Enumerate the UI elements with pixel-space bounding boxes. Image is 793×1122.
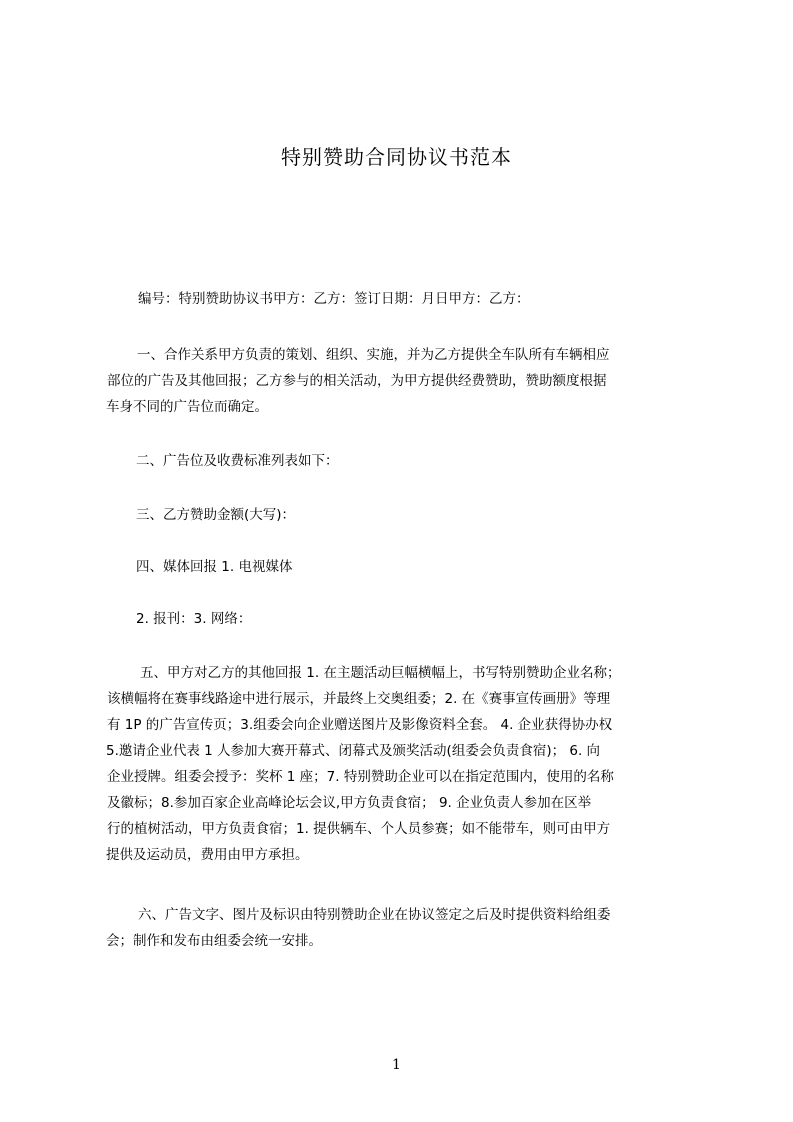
section-2-paragraph: [106, 448, 698, 474]
section-5-line-5: 企业授牌。组委会授予：奖杯 1 座；7. 特别赞助企业可以在指定范围内，使用的名称: [107, 769, 614, 785]
section-4-line: 四、媒体回报 1. 电视媒体: [136, 559, 293, 575]
section-5-line-7: 行的植树活动，甲方负责食宿；1. 提供辆车、个人员参赛；如不能带车，则可由甲方: [107, 821, 611, 837]
section-1-line-1: 一、合作关系甲方负责的策划、组织、实施，并为乙方提供全车队所有车辆相应: [137, 347, 610, 363]
section-6-line-2: 会；制作和发布由组委会统一安排。: [106, 933, 322, 949]
section-2-line: 二、广告位及收费标准列表如下：: [136, 453, 339, 469]
meta-paragraph: [106, 286, 698, 312]
section-5-paragraph: [106, 660, 698, 868]
section-6-line-1: 六、广告文字、图片及标识由特别赞助企业在协议签定之后及时提供资料给组委: [138, 907, 611, 923]
section-1-line-2: 部位的广告及其他回报；乙方参与的相关活动，为甲方提供经费赞助，赞助额度根据: [107, 373, 607, 389]
section-4-sub-paragraph: [106, 606, 698, 632]
section-4-paragraph: [106, 554, 698, 580]
page-number: 1: [392, 1057, 401, 1073]
section-1-paragraph: [106, 342, 698, 420]
meta-line: 编号：特别赞助协议书甲方：乙方：签订日期：月日甲方：乙方：: [138, 291, 530, 307]
section-5-line-8: 提供及运动员，费用由甲方承担。: [106, 847, 309, 863]
section-5-line-3: 有 1P 的广告宣传页；3.组委会向企业赠送图片及影像资料全套。 4. 企业获得协办权: [107, 717, 613, 733]
section-3-line: 三、乙方赞助金额(大写)：: [136, 507, 296, 523]
section-5-line-4: 5.邀请企业代表 1 人参加大赛开幕式、闭幕式及颁奖活动(组委会负责食宿)； 6. 向: [106, 743, 601, 759]
section-5-line-1: 五、甲方对乙方的其他回报 1. 在主题活动巨幅横幅上，书写特别赞助企业名称；: [140, 665, 621, 681]
section-1-line-3: 车身不同的广告位而确定。: [106, 399, 268, 415]
section-5-line-6: 及徽标；8.参加百家企业高峰论坛会议,甲方负责食宿； 9. 企业负责人参加在区举: [107, 795, 592, 811]
section-3-paragraph: [106, 502, 698, 528]
section-5-line-2: 该横幅将在赛事线路途中进行展示，并最终上交奥组委；2. 在《赛事宣传画册》等理: [107, 691, 611, 707]
document-title: 特别赞助合同协议书范本: [281, 145, 512, 169]
section-6-paragraph: [106, 902, 698, 954]
section-4-sub-line: 2. 报刊：3. 网络：: [136, 611, 252, 627]
